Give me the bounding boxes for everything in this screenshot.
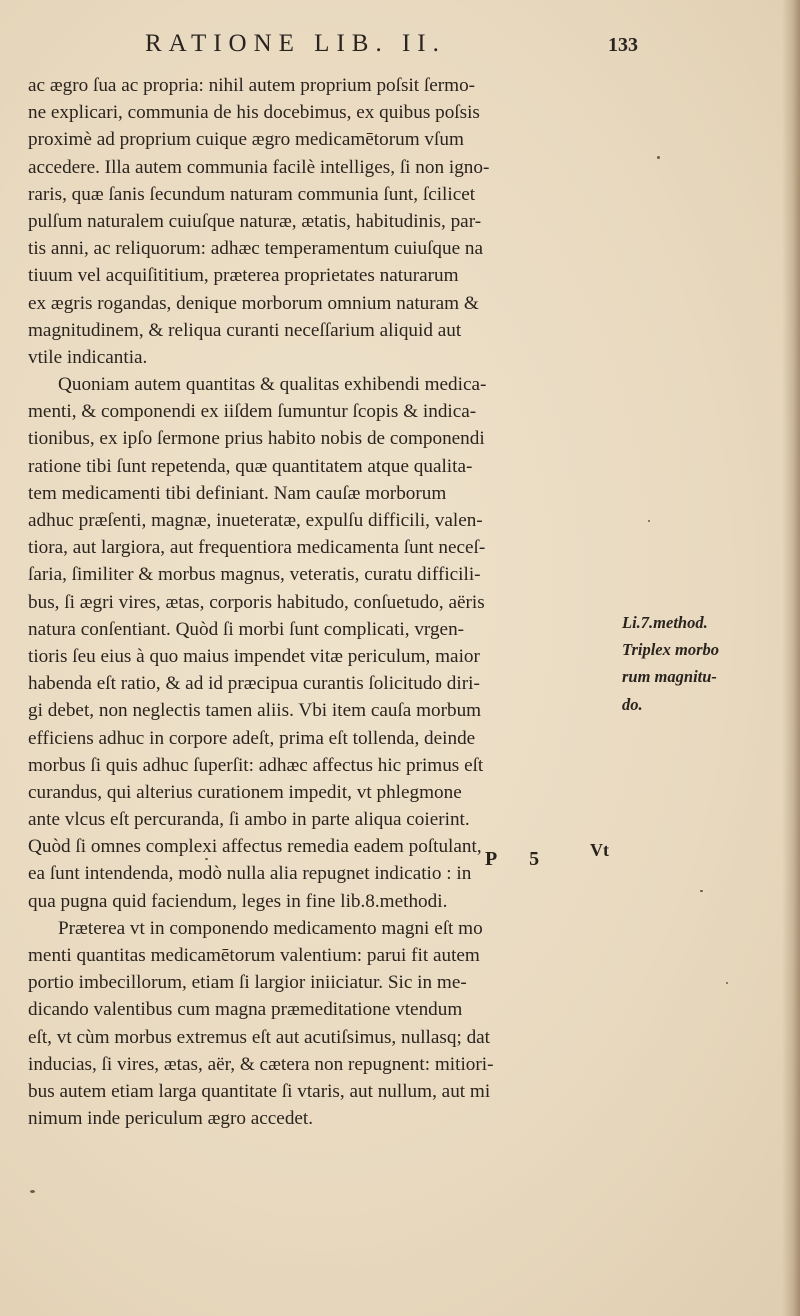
catchword: Vt <box>590 840 609 860</box>
text-line: ea ſunt intendenda, modò nulla alia repugnet indicatio : in <box>28 863 472 885</box>
text-line: tiuum vel acquiſititium, præterea proprietates naturarum <box>28 265 459 287</box>
text-line: qua pugna quid faciendum, leges in fine lib.8.methodi. <box>28 890 448 912</box>
text-line: Quòd ſi omnes complexi affectus remedia eadem poſtulant, <box>28 836 482 858</box>
text-line: adhuc præſenti, magnæ, inueteratæ, expulſu difficili, valen- <box>28 510 483 531</box>
text-line: bus, ſi ægri vires, ætas, corporis habitudo, conſuetudo, aëris <box>28 591 485 613</box>
text-line: tis anni, ac reliquorum: adhæc temperamentum cuiuſque na <box>28 238 484 260</box>
ink-speck <box>726 982 728 984</box>
text-line: accedere. Illa autem communia facilè intelliges, ſi non igno- <box>28 156 490 178</box>
paragraph-start-line: Quoniam autem quantitas & qualitas exhibendi medica- <box>58 374 487 396</box>
text-line: tionibus, ex ipſo ſermone prius habito nobis de componendi <box>28 428 485 450</box>
text-line: morbus ſi quis adhuc ſuperſit: adhæc affectus hic primus eſt <box>28 754 484 776</box>
text-line: habenda eſt ratio, & ad id præcipua curantis ſolicitudo diri- <box>28 673 480 695</box>
margin-note-line: Li.7.method. <box>622 613 708 632</box>
text-line: ante vlcus eſt percuranda, ſi ambo in parte aliqua coierint. <box>28 809 470 831</box>
text-line: nimum inde periculum ægro accedet. <box>28 1108 314 1130</box>
text-line: efficiens adhuc in corpore adeſt, prima eſt tollenda, deinde <box>28 727 476 749</box>
text-line: ſaria, ſimiliter & morbus magnus, veteratis, curatu difficili- <box>28 564 481 586</box>
ink-speck <box>648 520 650 522</box>
text-line: ac ægro ſua ac propria: nihil autem proprium poſsit ſermo- <box>28 75 476 96</box>
text-line: proximè ad proprium cuique ægro medicamētorum vſum <box>28 129 464 151</box>
text-line: pulſum naturalem cuiuſque naturæ, ætatis, habitudinis, par- <box>28 210 482 232</box>
ink-speck <box>657 156 660 159</box>
paragraph-start-line: Præterea vt in componendo medicamento magni eſt mo <box>58 917 483 939</box>
text-line: tioris ſeu eius à quo maius impendet vitæ periculum, maior <box>28 645 480 667</box>
text-line: portio imbecillorum, etiam ſi largior iniiciatur. Sic in me- <box>28 972 467 994</box>
text-line: natura conſentiant. Quòd ſi morbi ſunt complicati, vrgen- <box>28 618 465 640</box>
body-text <box>28 72 628 1132</box>
text-line: tiora, aut largiora, aut frequentiora medicamenta ſunt neceſ- <box>28 537 486 559</box>
margin-notes <box>622 609 782 718</box>
text-line: menti quantitas medicamētorum valentium: parui fit autem <box>28 945 480 966</box>
page-number: 133 <box>608 34 638 56</box>
signature-mark: P 5 <box>485 848 554 870</box>
ink-speck <box>205 858 208 860</box>
ink-speck <box>700 890 703 892</box>
ink-speck <box>30 1190 35 1193</box>
text-line: ex ægris rogandas, denique morborum omnium naturam & <box>28 292 479 314</box>
text-line: curandus, qui alterius curationem impedit, vt phlegmone <box>28 781 462 803</box>
text-line: vtile indicantia. <box>28 346 148 368</box>
running-title: RATIONE LIB. II. <box>145 30 446 57</box>
text-line: raris, quæ ſanis ſecundum naturam communia ſunt, ſcilicet <box>28 183 476 205</box>
text-line: magnitudinem, & reliqua curanti neceſſarium aliquid aut <box>28 319 462 341</box>
text-line: inducias, ſi vires, ætas, aër, & cætera non repugnent: mitiori- <box>28 1053 494 1075</box>
text-line: dicando valentibus cum magna præmeditatione vtendum <box>28 999 463 1021</box>
text-line: ne explicari, communia de his docebimus, ex quibus poſsis <box>28 102 480 124</box>
text-line: menti, & componendi ex iiſdem ſumuntur ſcopis & indica- <box>28 401 477 423</box>
text-line: gi debet, non neglectis tamen aliis. Vbi item cauſa morbum <box>28 700 482 722</box>
text-line: tem medicamenti tibi definiant. Nam cauſæ morborum <box>28 482 447 504</box>
margin-note-line: Triplex morbo <box>622 640 720 660</box>
text-line: eſt, vt cùm morbus extremus eſt aut acutiſsimus, nullasq; dat <box>28 1026 491 1048</box>
text-line: ratione tibi ſunt repetenda, quæ quantitatem atque qualita- <box>28 455 473 477</box>
text-line: bus autem etiam larga quantitate ſi vtaris, aut nullum, aut mi <box>28 1080 491 1102</box>
page-edge-shadow <box>782 0 800 1316</box>
margin-note-line: do. <box>622 694 643 714</box>
margin-note-line: rum magnitu- <box>622 667 717 687</box>
